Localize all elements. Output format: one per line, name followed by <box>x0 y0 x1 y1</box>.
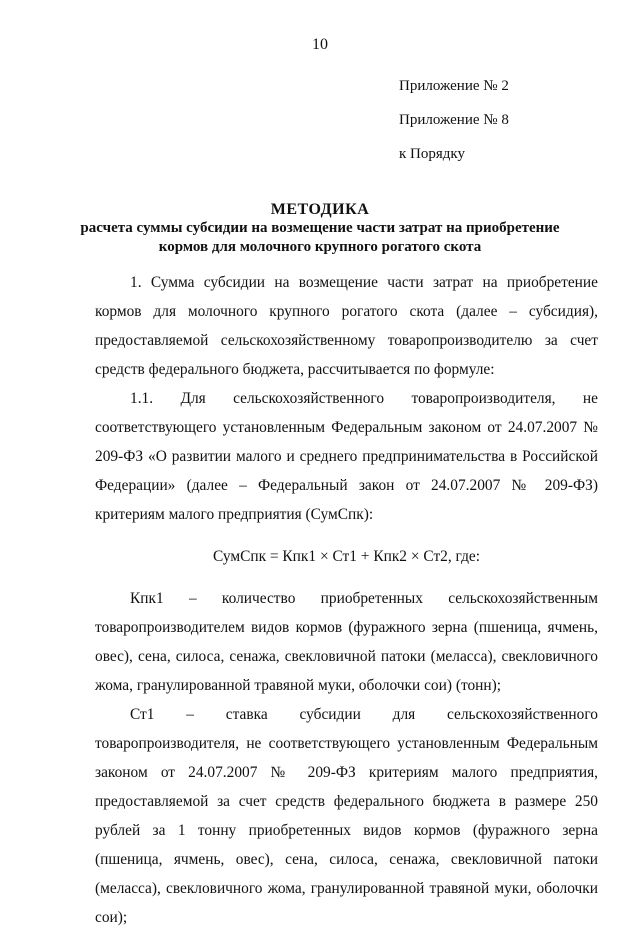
kpk1-word-4: приобретенных <box>320 590 423 607</box>
st1-word-3: ставка <box>225 706 268 723</box>
title-main: МЕТОДИКА <box>270 201 370 218</box>
kpk1-word-1: Кпк1 <box>130 590 164 607</box>
paragraph-1-1 <box>95 384 598 529</box>
appendix-line-2: Приложение № 8 <box>399 112 509 128</box>
paragraph-1-1-first-line <box>95 384 598 413</box>
kpk1-first-line <box>95 584 598 613</box>
formula: СумСпк = Кпк1 × Ст1 + Кпк2 × Ст2, где: <box>212 548 481 565</box>
kpk1-rest: товаропроизводителем видов кормов (фуражного зерна (пшеница, ячмень, овес), сена, силоса, сенажа, свекловичной патоки (меласса), свекловичного жома, гранулированной травяной муки, оболочки сои) (тонн); <box>95 619 598 694</box>
kpk1-word-2: – <box>188 590 197 607</box>
definition-st1 <box>95 700 598 932</box>
p11-word-5: не <box>582 390 598 407</box>
st1-word-5: для <box>392 706 416 723</box>
st1-first-line <box>95 700 598 729</box>
st1-word-6: сельскохозяйственного <box>447 706 598 723</box>
paragraph-1: 1. Сумма субсидии на возмещение части затрат на приобретение кормов для молочного крупного рогатого скота (далее – субсидия), предоставляемой сельскохозяйственному товаропроизводителю за счет средств федерального бюджета, рассчитывается по формуле: <box>95 274 598 378</box>
p11-word-2: Для <box>180 390 206 407</box>
appendix-line-1: Приложение № 2 <box>399 78 509 94</box>
definition-kpk1 <box>95 584 598 700</box>
st1-rest: товаропроизводителя, не соответствующего установленным Федеральным законом от 24.07.2007 № 209-ФЗ критериям малого предприятия, предоставляемой за счет средств федерального бюджета в размере 250 рублей за 1 тонну приобретенных видов кормов (фуражного зерна (пшеница, ячмень, овес), сена, силоса, сенажа, свекловичной патоки (меласса), свекловичного жома, гранулированной травяной муки, оболочки сои); <box>95 735 598 926</box>
st1-word-1: Ст1 <box>130 706 155 723</box>
title-line-1: расчета суммы субсидии на возмещение части затрат на приобретение <box>80 220 560 236</box>
p11-word-4: товаропроизводителя, <box>411 390 556 407</box>
st1-word-2: – <box>186 706 194 723</box>
kpk1-word-5: сельскохозяйственным <box>448 590 598 607</box>
p11-word-3: сельскохозяйственного <box>233 390 385 407</box>
document-title <box>0 200 640 257</box>
st1-word-4: субсидии <box>299 706 361 723</box>
paragraph-1-1-rest: соответствующего установленным Федеральным законом от 24.07.2007 № 209-ФЗ «О развитии малого и среднего предпринимательства в Российской Федерации» (далее – Федеральный закон от 24.07.2007 № 209-ФЗ) критериям малого предприятия (СумСпк): <box>95 419 598 523</box>
p11-word-1: 1.1. <box>130 390 154 407</box>
page-number: 10 <box>312 36 328 53</box>
document-body <box>95 268 598 932</box>
title-line-2: кормов для молочного крупного рогатого скота <box>158 239 482 255</box>
appendix-line-3: к Порядку <box>399 146 465 162</box>
kpk1-word-3: количество <box>221 590 296 607</box>
